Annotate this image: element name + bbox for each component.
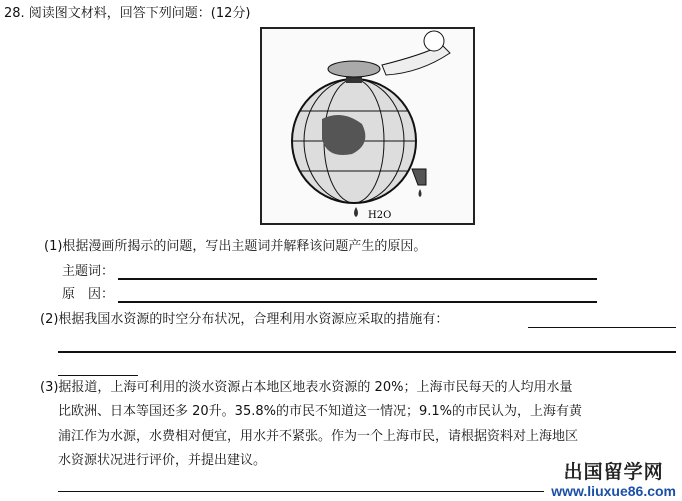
keyword-answer-line[interactable] [118, 278, 597, 280]
watermark [549, 462, 678, 499]
cartoon-figure [260, 27, 475, 225]
part2-answer-line-1[interactable] [528, 327, 676, 328]
part1-prompt: (1)根据漫画所揭示的问题，写出主题词并解释该问题产生的原因。 [44, 239, 427, 254]
part2-prompt: (2)根据我国水资源的时空分布状况，合理利用水资源应采取的措施有： [40, 312, 449, 327]
watermark-url: www.liuxue86.com [551, 483, 676, 499]
part3-line-3: 浦江作为水源，水费相对便宜，用水并不紧张。作为一个上海市民，请根据资料对上海地区 [58, 429, 579, 444]
part3-line-2: 比欧洲、日本等国还多 20升。35.8%的市民不知道这一情况；9.1%的市民认为，上海有黄 [58, 404, 582, 419]
reason-label: 原 因： [62, 287, 115, 302]
keyword-label: 主题词： [62, 264, 115, 279]
part3-answer-line[interactable] [58, 491, 544, 492]
part2-answer-line-3[interactable] [58, 375, 138, 376]
question-title: 28. 阅读图文材料，回答下列问题：(12分) [4, 6, 251, 21]
globe-faucet-cartoon [262, 29, 473, 223]
reason-answer-line[interactable] [118, 301, 597, 303]
watermark-name: 出国留学网 [563, 461, 664, 483]
part3-line-4: 水资源状况进行评价，并提出建议。 [58, 453, 267, 468]
part3-line-1: (3)据报道，上海可利用的淡水资源占本地区地表水资源的 20%；上海市民每天的人均用水量 [40, 380, 573, 395]
part2-answer-line-2[interactable] [58, 351, 676, 353]
h2o-label: H2O [368, 210, 392, 221]
